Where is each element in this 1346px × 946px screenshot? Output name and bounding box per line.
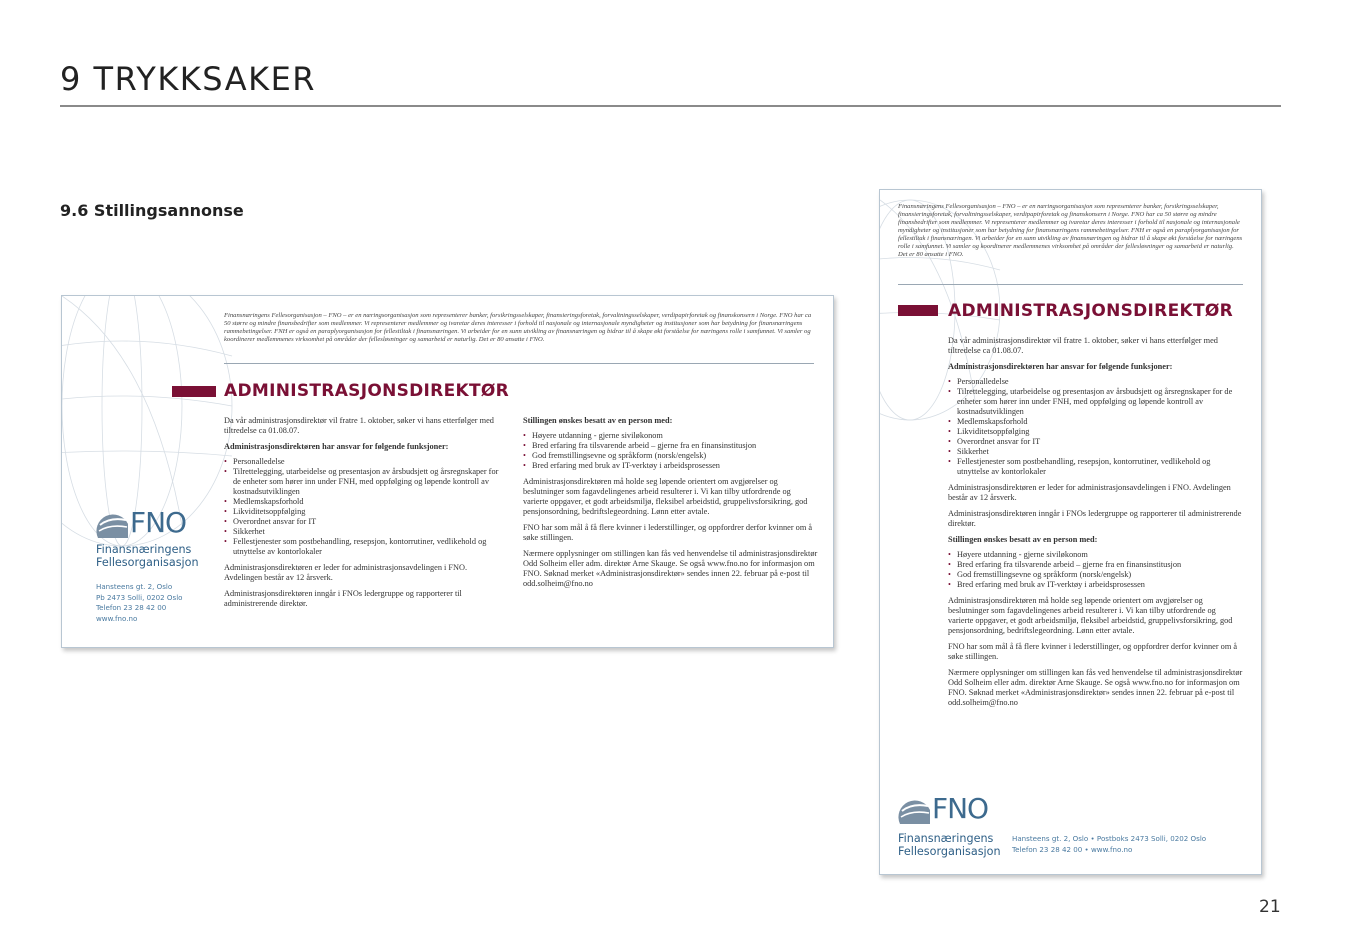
lead-text: Da vår administrasjonsdirektør vil fratre 1. oktober, søker vi hans etterfølger med tiltredelse ca 01.08.07. (948, 336, 1218, 355)
intro-divider (898, 284, 1243, 285)
list-item: • Medlemskapsforhold (224, 497, 499, 507)
fno-wordmark: FNO (932, 792, 989, 825)
page-title: 9 TRYKKSAKER (60, 60, 317, 98)
women-text: FNO har som mål å få flere kvinner i lederstillinger, og oppfordrer derfor kvinner om å søke stillingen. (523, 523, 813, 542)
list-item: • Sikkerhet (224, 527, 499, 537)
list-item: • Sikkerhet (948, 447, 1243, 457)
fno-logo (96, 506, 206, 572)
responsibilities-heading: Administrasjonsdirektøren har ansvar for følgende funksjoner: (224, 442, 449, 451)
list-item: • Høyere utdanning - gjerne siviløkonom (948, 550, 1243, 560)
offer-text: Administrasjonsdirektøren må holde seg løpende orientert om avgjørelser og beslutninger som fagavdelingenes arbeid resulterer i. Vi kan tilby utfordrende og varierte oppgaver, et godt arbeidsmiljø, fleksibel arbeidstid, gruppelivsforsikring, god pensjonsordning, bedriftslegeordning. Lønn etter avtale. (523, 477, 808, 516)
responsibilities-list (948, 377, 1243, 477)
ad-column-left (224, 416, 499, 615)
contact-address (96, 582, 216, 624)
list-item: • Likviditetsoppfølging (948, 427, 1243, 437)
company-intro: Finansnæringens Fellesorganisasjon – FNO – er en næringsorganisasjon som representerer banker, forsikringsselskaper, finansieringsforetak, forvaltningsselskaper, verdipapirforetak og finanskonsern i Norge. FNO har ca 50 større og mindre finansbedrifter som medlemmer. Vi representerer medlemmer og ivaretar deres interesser i forhold til nasjonale og internasjonale myndigheter og institusjoner som har betydning for finansnæringens rammebetingelser. FNH er også en paraplyorganisasjon for fellestiltak i finansnæringen. Vi arbeider for en sunn utvikling av finansnæringen og bidrar til å skape økt forståelse for næringens rolle i samfunnet. Vi samler og koordinerer medlemmenes virksomhet på områder der fellesløsninger og samarbeid er naturlig. Det er 80 ansatte i FNO. (898, 203, 1243, 258)
contact-text: Nærmere opplysninger om stillingen kan fås ved henvendelse til administrasjonsdirektør Odd Solheim eller adm. direktør Arne Skauge. Se også www.fno.no for informasjon om FNO. Søknad merket «Administrasjonsdirektør» sendes innen 22. februar på e-post til odd.solheim@fno.no (523, 549, 818, 588)
qualifications-list (948, 550, 1243, 590)
job-ad-landscape (61, 295, 834, 648)
fno-globe-icon (898, 798, 932, 824)
responsibilities-heading: Administrasjonsdirektøren har ansvar for følgende funksjoner: (948, 362, 1173, 371)
women-text: FNO har som mål å få flere kvinner i lederstillinger, og oppfordrer derfor kvinner om å søke stillingen. (948, 642, 1238, 661)
list-item: • Fellestjenester som postbehandling, resepsjon, kontorrutiner, vedlikehold og utnyttelse av kontorlokaler (224, 537, 499, 557)
logo-name-line: Finansnæringens (898, 832, 994, 845)
logo-name-line: Finansnæringens (96, 543, 192, 556)
fno-logo (898, 792, 1008, 858)
address-line: Pb 2473 Solli, 0202 Oslo (96, 592, 183, 602)
title-accent-bar (898, 305, 938, 316)
list-item: • Fellestjenester som postbehandling, resepsjon, kontorrutiner, vedlikehold og utnyttelse av kontorlokaler (948, 457, 1243, 477)
list-item: • Medlemskapsforhold (948, 417, 1243, 427)
address-line: Hansteens gt. 2, Oslo (96, 582, 173, 591)
section-heading: 9.6 Stillingsannonse (60, 201, 244, 220)
list-item: • Likviditetsoppfølging (224, 507, 499, 517)
list-item: • Personalledelse (948, 377, 1243, 387)
list-item: • Bred erfaring fra tilsvarende arbeid – gjerne fra en finansinstitusjon (948, 560, 1243, 570)
leader-text: Administrasjonsdirektøren er leder for administrasjonsavdelingen i FNO. Avdelingen består av 12 årsverk. (948, 483, 1231, 502)
leader-text: Administrasjonsdirektøren er leder for administrasjonsavdelingen i FNO. Avdelingen består av 12 årsverk. (224, 563, 468, 582)
responsibilities-list (224, 457, 499, 557)
contact-text: Nærmere opplysninger om stillingen kan fås ved henvendelse til administrasjonsdirektør Odd Solheim eller adm. direktør Arne Skauge. Se også www.fno.no for informasjon om FNO. Søknad merket «Administrasjonsdirektør» sendes innen 22. februar på e-post til odd.solheim@fno.no (948, 668, 1243, 707)
fno-full-name (96, 543, 199, 569)
list-item: • Bred erfaring med bruk av IT-verktøy i arbeidsprosessen (948, 580, 1243, 590)
list-item: • God fremstillingsevne og språkform (norsk/engelsk) (523, 451, 818, 461)
ad-column-right (523, 416, 818, 595)
page-number: 21 (1259, 897, 1281, 917)
contact-address (1012, 834, 1252, 855)
fno-globe-icon (96, 512, 130, 538)
list-item: • Tilrettelegging, utarbeidelse og presentasjon av årsbudsjett og årsregnskaper for de enheter som hører inn under FNH, med oppfølging og løpende kontroll av kostnadsutviklingen (224, 467, 499, 497)
qualifications-heading: Stillingen ønskes besatt av en person med: (523, 416, 673, 425)
lead-text: Da vår administrasjonsdirektør vil fratre 1. oktober, søker vi hans etterfølger med tiltredelse ca 01.08.07. (224, 416, 494, 435)
ad-column-main (948, 336, 1243, 714)
qualifications-list (523, 431, 818, 471)
fno-wordmark: FNO (130, 506, 187, 539)
list-item: • Høyere utdanning - gjerne siviløkonom (523, 431, 818, 441)
list-item: • Personalledelse (224, 457, 499, 467)
title-accent-bar (172, 386, 216, 397)
address-line: www.fno.no (96, 613, 138, 623)
ad-title: ADMINISTRASJONSDIREKTØR (224, 381, 509, 401)
qualifications-heading: Stillingen ønskes besatt av en person med: (948, 535, 1098, 544)
list-item: • Overordnet ansvar for IT (948, 437, 1243, 447)
address-line: Telefon 23 28 42 00 • www.fno.no (1012, 844, 1133, 854)
list-item: • Bred erfaring fra tilsvarende arbeid – gjerne fra en finansinstitusjon (523, 441, 818, 451)
fno-full-name (898, 832, 1001, 858)
list-item: • Overordnet ansvar for IT (224, 517, 499, 527)
address-line: Telefon 23 28 42 00 (96, 603, 167, 612)
list-item: • God fremstillingsevne og språkform (norsk/engelsk) (948, 570, 1243, 580)
address-line: Hansteens gt. 2, Oslo • Postboks 2473 Solli, 0202 Oslo (1012, 834, 1207, 843)
intro-divider (224, 363, 814, 364)
list-item: • Bred erfaring med bruk av IT-verktøy i arbeidsprosessen (523, 461, 818, 471)
offer-text: Administrasjonsdirektøren må holde seg løpende orientert om avgjørelser og beslutninger som fagavdelingenes arbeid resulterer i. Vi kan tilby utfordrende og varierte oppgaver, et godt arbeidsmiljø, fleksibel arbeidstid, gruppelivsforsikring, god pensjonsordning, bedriftslegeordning. Lønn etter avtale. (948, 596, 1233, 635)
logo-name-line: Fellesorganisasjon (96, 556, 199, 569)
company-intro: Finansnæringens Fellesorganisasjon – FNO – er en næringsorganisasjon som representerer banker, forsikringsselskaper, finansieringsforetak, forvaltningsselskaper, verdipapirforetak og finanskonsern i Norge. FNO har ca 50 større og mindre finansbedrifter som medlemmer. Vi representerer medlemmer og ivaretar deres interesser i forhold til nasjonale og internasjonale myndigheter og institusjoner som har betydning for finansnæringens rammebetingelser. FNH er også en paraplyorganisasjon for fellestiltak i finansnæringen. Vi arbeider for en sunn utvikling av finansnæringen og bidrar til å skape økt forståelse for næringens rolle i samfunnet. Vi samler og koordinerer medlemmenes virksomhet på områder der fellesløsninger og samarbeid er naturlig. Det er 80 ansatte i FNO. (224, 312, 812, 343)
heading-divider (60, 105, 1281, 107)
job-ad-portrait (879, 189, 1262, 875)
logo-name-line: Fellesorganisasjon (898, 845, 1001, 858)
ad-title: ADMINISTRASJONSDIREKTØR (948, 301, 1233, 321)
list-item: • Tilrettelegging, utarbeidelse og presentasjon av årsbudsjett og årsregnskaper for de enheter som hører inn under FNH, med oppfølging og løpende kontroll av kostnadsutviklingen (948, 387, 1243, 417)
group-text: Administrasjonsdirektøren inngår i FNOs ledergruppe og rapporterer til administrerende direktør. (224, 589, 462, 608)
group-text: Administrasjonsdirektøren inngår i FNOs ledergruppe og rapporterer til administrerende direktør. (948, 509, 1242, 528)
